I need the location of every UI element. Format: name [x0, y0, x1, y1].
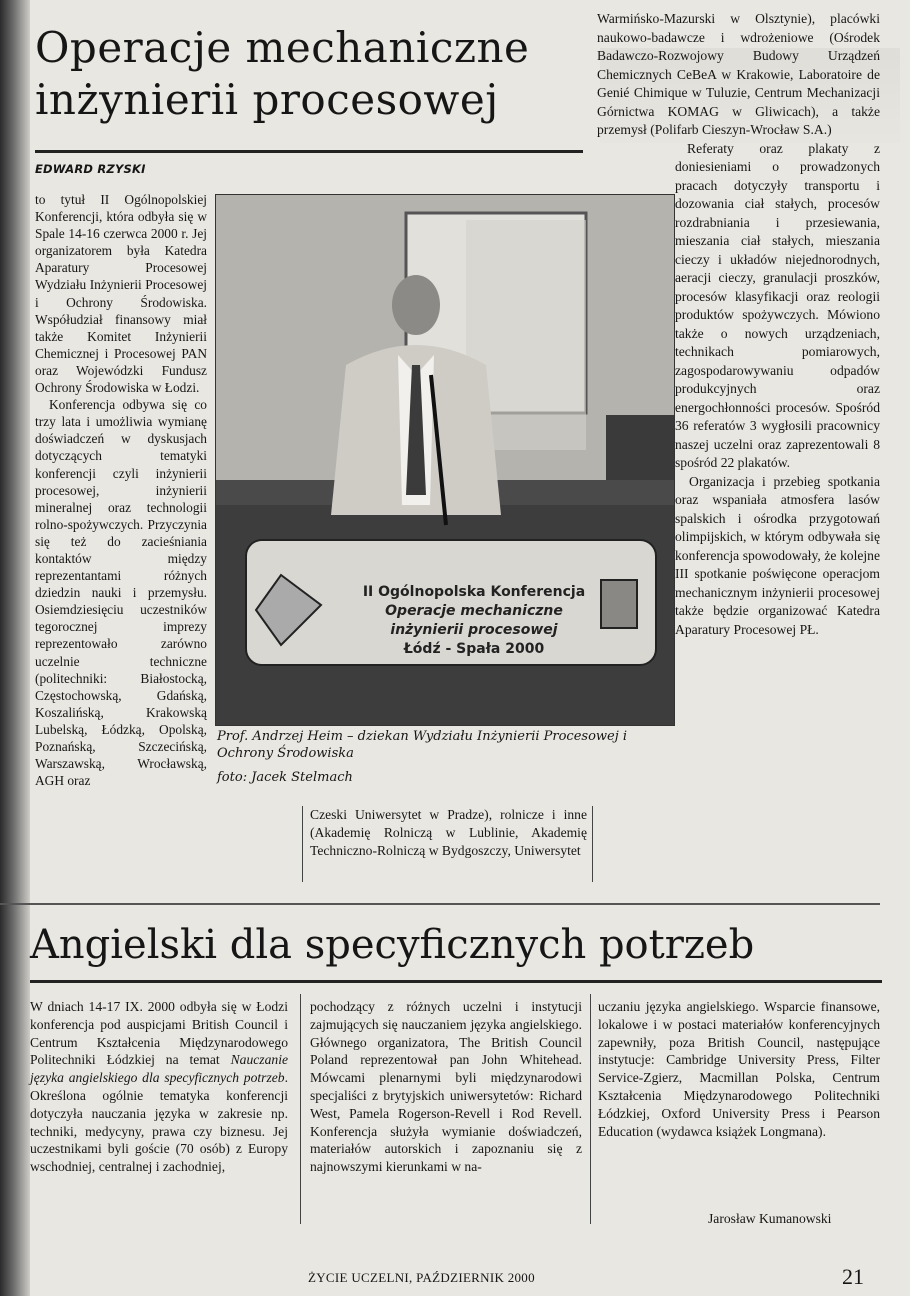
- paragraph: uczaniu języka angielskiego. Wsparcie finansowe, lokalowe i w postaci materiałów konferencyjnych zapewniły, poza British Council, następujące instytucje: Cambridge University Press, Filter Service-Zgierz, Macmillan Polska, Centrum Kształcenia Międzynarodowego Politechniki Łódzkiej, Oxford University Press i Pearson Education (wydawca książek Longmana).: [598, 999, 880, 1139]
- article-1-column-2: [310, 806, 587, 859]
- column-divider: [590, 994, 591, 1224]
- paragraph: Organizacja i przebieg spotkania oraz wspaniała atmosfera lasów spalskich i ośrodka przygotowań olimpijskich, w którym odbywała się konferencja spowodowały, że kolejne III spotkanie poświęcone operacjom mechanicznym inżynierii procesowej także będzie organizować Katedra Aparatury Procesowej PŁ.: [675, 473, 880, 637]
- paragraph: Czeski Uniwersytet w Pradze), rolnicze i inne (Akademię Rolniczą w Lublinie, Akademię Techniczno-Rolniczą w Bydgoszczy, Uniwersytet: [310, 807, 587, 858]
- photo-credit: foto: Jacek Stelmach: [217, 770, 353, 785]
- banner-line-2: Operacje mechaniczne: [385, 603, 563, 619]
- column-divider: [592, 806, 593, 882]
- photo-caption: Prof. Andrzej Heim – dziekan Wydziału Inżynierii Procesowej i Ochrony Środowiska: [217, 729, 628, 761]
- column-divider: [302, 806, 303, 882]
- section-divider: [0, 903, 880, 905]
- paragraph: Referaty oraz plakaty z doniesieniami o prowadzonych pracach dotyczyły transportu i dozowania ciał stałych, procesów rozdrabniania i przesiewania, mieszania ciał stałych, mieszania cieczy i układów niejednorodnych, aeracji cieczy, granulacji proszków, procesów klasyfikacji oraz reologii produktów spożywczych. Mówiono także o nowych urządzeniach, technikach pomiarowych, zagospodarowywaniu odpadów produkcyjnych oraz energochłonności procesów. Spośród 36 referatów 3 wygłosili pracownicy naszej uczelni oraz zaprezentowali 8 spośród 22 plakatów.: [675, 140, 880, 470]
- author-signature: Jarosław Kumanowski: [708, 1211, 832, 1226]
- title-rule: [35, 150, 583, 153]
- banner-line-1: II Ogólnopolska Konferencja: [362, 584, 586, 600]
- text-run: W dniach 14-17 IX. 2000 odbyła się w Łodzi konferencja pod auspicjami British Council i Centrum Kształcenia Międzynarodowego Politechniki Łódzkiej na temat: [30, 999, 288, 1068]
- article-2-column-2: [310, 998, 582, 1176]
- publication-footer: ŻYCIE UCZELNI, PAŹDZIERNIK 2000: [308, 1270, 535, 1285]
- paragraph: pochodzący z różnych uczelni i instytucji zajmujących się nauczaniem języka angielskiego. Głównego organizatora, The British Council Poland reprezentował pan John Whitehead. Mówcami plenarnymi byli międzynarodowi specjaliści z brytyjskich uniwersytetów: Richard West, Pamela Rogerson-Revell i Rod Revell. Konferencja służyła wymianie doświadczeń, materiałów autorskich i zapoznaniu się z najnowszymi kierunkami w na-: [310, 999, 582, 1175]
- paragraph: [30, 998, 288, 1176]
- title-rule: [30, 980, 882, 983]
- paragraph: to tytuł II Ogólnopolskiej Konferencji, która odbyła się w Spale 14-16 czerwca 2000 r. Jej organizatorem była Katedra Aparatury Procesowej Wydziału Inżynierii Procesowej i Ochrony Środowiska. Współudział finansowy miał także Komitet Inżynierii Chemicznej i Procesowej PAN oraz Wojewódzki Fundusz Ochrony Środowiska w Łodzi.: [35, 192, 207, 396]
- paragraph: Konferencja odbywa się co trzy lata i umożliwia wymianę doświadczeń w dyskusjach dotyczących tematyki konferencji czyli inżynierii procesowej, inżynierii mineralnej oraz technologii rolno-spożywczych. Przyczynia się też do zacieśniania kontaktów między reprezentantami różnych dziedzin nauki i przemysłu. Osiemdziesięciu uczestników tegorocznej imprezy reprezentowało zarówno uczelnie techniczne (politechniki: Białostocką, Częstochowską, Gdańską, Koszalińską, Krakowską Lubelską, Łódzką, Opolską, Poznańską, Szczecińską, Warszawską, Wrocławską, AGH oraz: [35, 397, 207, 789]
- italic-title: Nauczanie języka angielskiego dla specyficznych potrzeb: [30, 1052, 288, 1086]
- text-run: . Określona ogólnie tematyka konferencji dotyczyła nauczania języka w zakresie np. techniki, medycyny, prawa czy biznesu. Jej uczestnikami byli goście (70 osób) z Europy wschodniej, centralnej i zachodniej,: [30, 1070, 288, 1175]
- paragraph: Warmińsko-Mazurski w Olsztynie), placówki naukowo-badawcze i wdrożeniowe (Ośrodek Badawczo-Rozwojowy Budowy Urządzeń Chemicznych CeBeA w Krakowie, Laboratoire de Genié Chimique w Tuluzie, Centrum Mechanizacji Górnictwa KOMAG w Gliwicach), a także przemysł (Polifarb Cieszyn-Wrocław S.A.): [597, 11, 880, 137]
- article-1-column-3: [597, 10, 880, 639]
- article-1-column-1: [35, 191, 207, 789]
- article-2-column-1: [30, 998, 288, 1176]
- banner-line-4: Łódź - Spała 2000: [403, 641, 545, 657]
- author-byline: EDWARD RZYSKI: [35, 162, 146, 176]
- article-1-title: Operacje mechaniczne inżynierii procesowej: [35, 23, 530, 124]
- article-2-column-3: [598, 998, 880, 1140]
- column-divider: [300, 994, 301, 1224]
- page-edge-shadow: [0, 0, 30, 1296]
- article-2-title: Angielski dla specyficznych potrzeb: [30, 922, 755, 968]
- banner-line-3: inżynierii procesowej: [390, 622, 558, 638]
- page-number: 21: [842, 1264, 864, 1289]
